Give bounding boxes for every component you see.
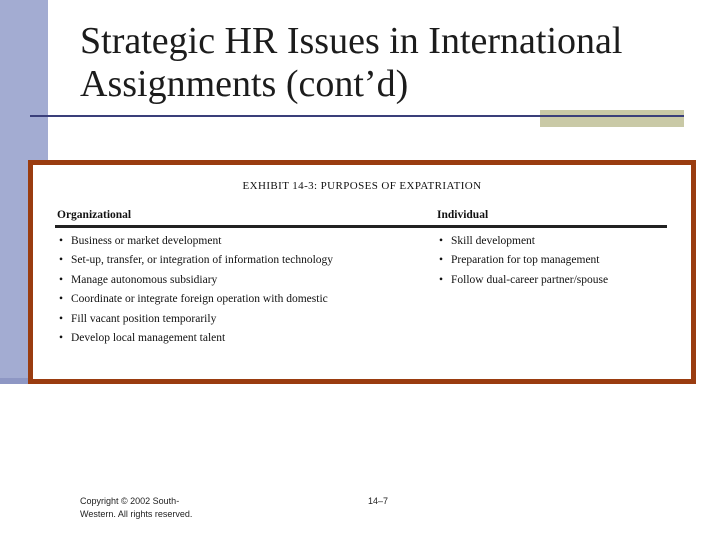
organizational-list — [59, 232, 333, 348]
title-underline — [30, 115, 684, 117]
header-divider — [55, 225, 667, 228]
copyright-line1: Copyright © 2002 South- — [80, 496, 180, 506]
list-item: • Business or market development — [59, 232, 333, 251]
slide-title — [80, 20, 700, 106]
copyright-line2: Western. All rights reserved. — [80, 509, 193, 519]
slide-title-line2: Assignments (cont’d) — [80, 63, 409, 105]
list-item: • Skill development — [439, 232, 608, 251]
list-item: • Develop local management talent — [59, 329, 333, 348]
copyright-notice — [80, 495, 192, 521]
list-item: • Set-up, transfer, or integration of information technology — [59, 251, 333, 270]
list-item: • Follow dual-career partner/spouse — [439, 271, 608, 290]
list-item: • Coordinate or integrate foreign operation with domestic — [59, 290, 333, 309]
individual-list — [439, 232, 608, 290]
slide-title-line1: Strategic HR Issues in International — [80, 20, 623, 62]
individual-heading: Individual — [437, 209, 489, 221]
organizational-heading: Organizational — [57, 209, 132, 221]
page-number: 14–7 — [368, 496, 389, 506]
list-item: • Fill vacant position temporarily — [59, 310, 333, 329]
list-item: • Preparation for top management — [439, 251, 608, 270]
exhibit-box — [28, 160, 696, 384]
list-item: • Manage autonomous subsidiary — [59, 271, 333, 290]
title-accent-block — [540, 110, 684, 127]
exhibit-title: EXHIBIT 14-3: PURPOSES OF EXPATRIATION — [242, 180, 482, 192]
